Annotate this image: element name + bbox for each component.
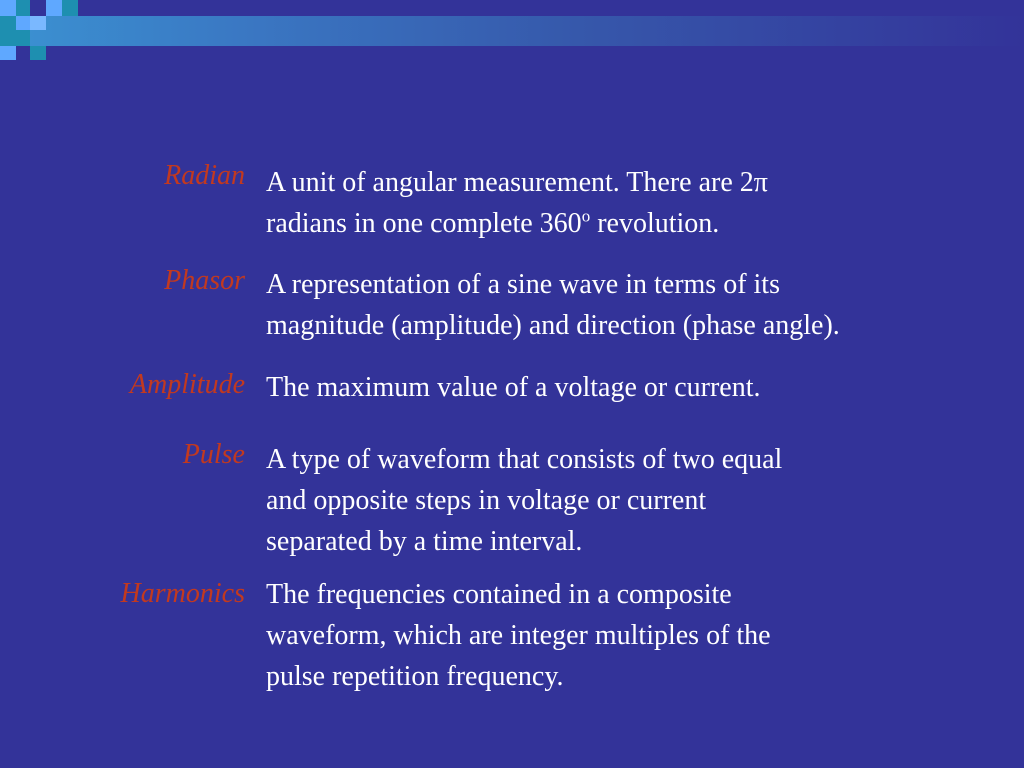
decorative-square bbox=[30, 46, 46, 60]
definition-line: and opposite steps in voltage or current bbox=[266, 485, 707, 516]
decorative-square bbox=[0, 0, 16, 16]
degree-superscript: o bbox=[581, 206, 591, 226]
definition-radian bbox=[266, 162, 986, 244]
definition-line: radians in one complete 360 bbox=[266, 208, 582, 239]
decorative-square bbox=[0, 46, 16, 60]
term-pulse: Pulse bbox=[182, 439, 245, 470]
definition-line: The frequencies contained in a composite bbox=[266, 579, 732, 610]
decorative-square bbox=[46, 0, 62, 16]
definition-pulse bbox=[266, 439, 986, 562]
term-amplitude: Amplitude bbox=[129, 369, 245, 400]
definition-line: A representation of a sine wave in terms of its bbox=[266, 269, 780, 300]
definition-line: revolution. bbox=[590, 208, 720, 239]
term-radian: Radian bbox=[164, 160, 245, 191]
decorative-header-bar bbox=[30, 16, 1024, 46]
decorative-square bbox=[62, 0, 78, 16]
definition-line: A unit of angular measurement. There are 2π bbox=[266, 167, 768, 198]
definition-amplitude bbox=[266, 367, 986, 408]
definition-line: pulse repetition frequency. bbox=[266, 661, 564, 692]
definition-line: separated by a time interval. bbox=[266, 526, 583, 557]
definition-line: magnitude (amplitude) and direction (phase angle). bbox=[266, 310, 840, 341]
decorative-square bbox=[16, 30, 30, 46]
decorative-square bbox=[16, 0, 30, 16]
definition-line: waveform, which are integer multiples of the bbox=[266, 620, 771, 651]
decorative-square bbox=[30, 16, 46, 30]
definition-line: The maximum value of a voltage or current. bbox=[266, 372, 761, 403]
definition-phasor bbox=[266, 264, 986, 346]
decorative-square bbox=[16, 16, 30, 30]
term-harmonics: Harmonics bbox=[120, 578, 245, 609]
term-phasor: Phasor bbox=[164, 265, 245, 296]
definition-harmonics bbox=[266, 574, 986, 697]
decorative-square bbox=[0, 16, 16, 46]
definition-line: A type of waveform that consists of two equal bbox=[266, 444, 783, 475]
